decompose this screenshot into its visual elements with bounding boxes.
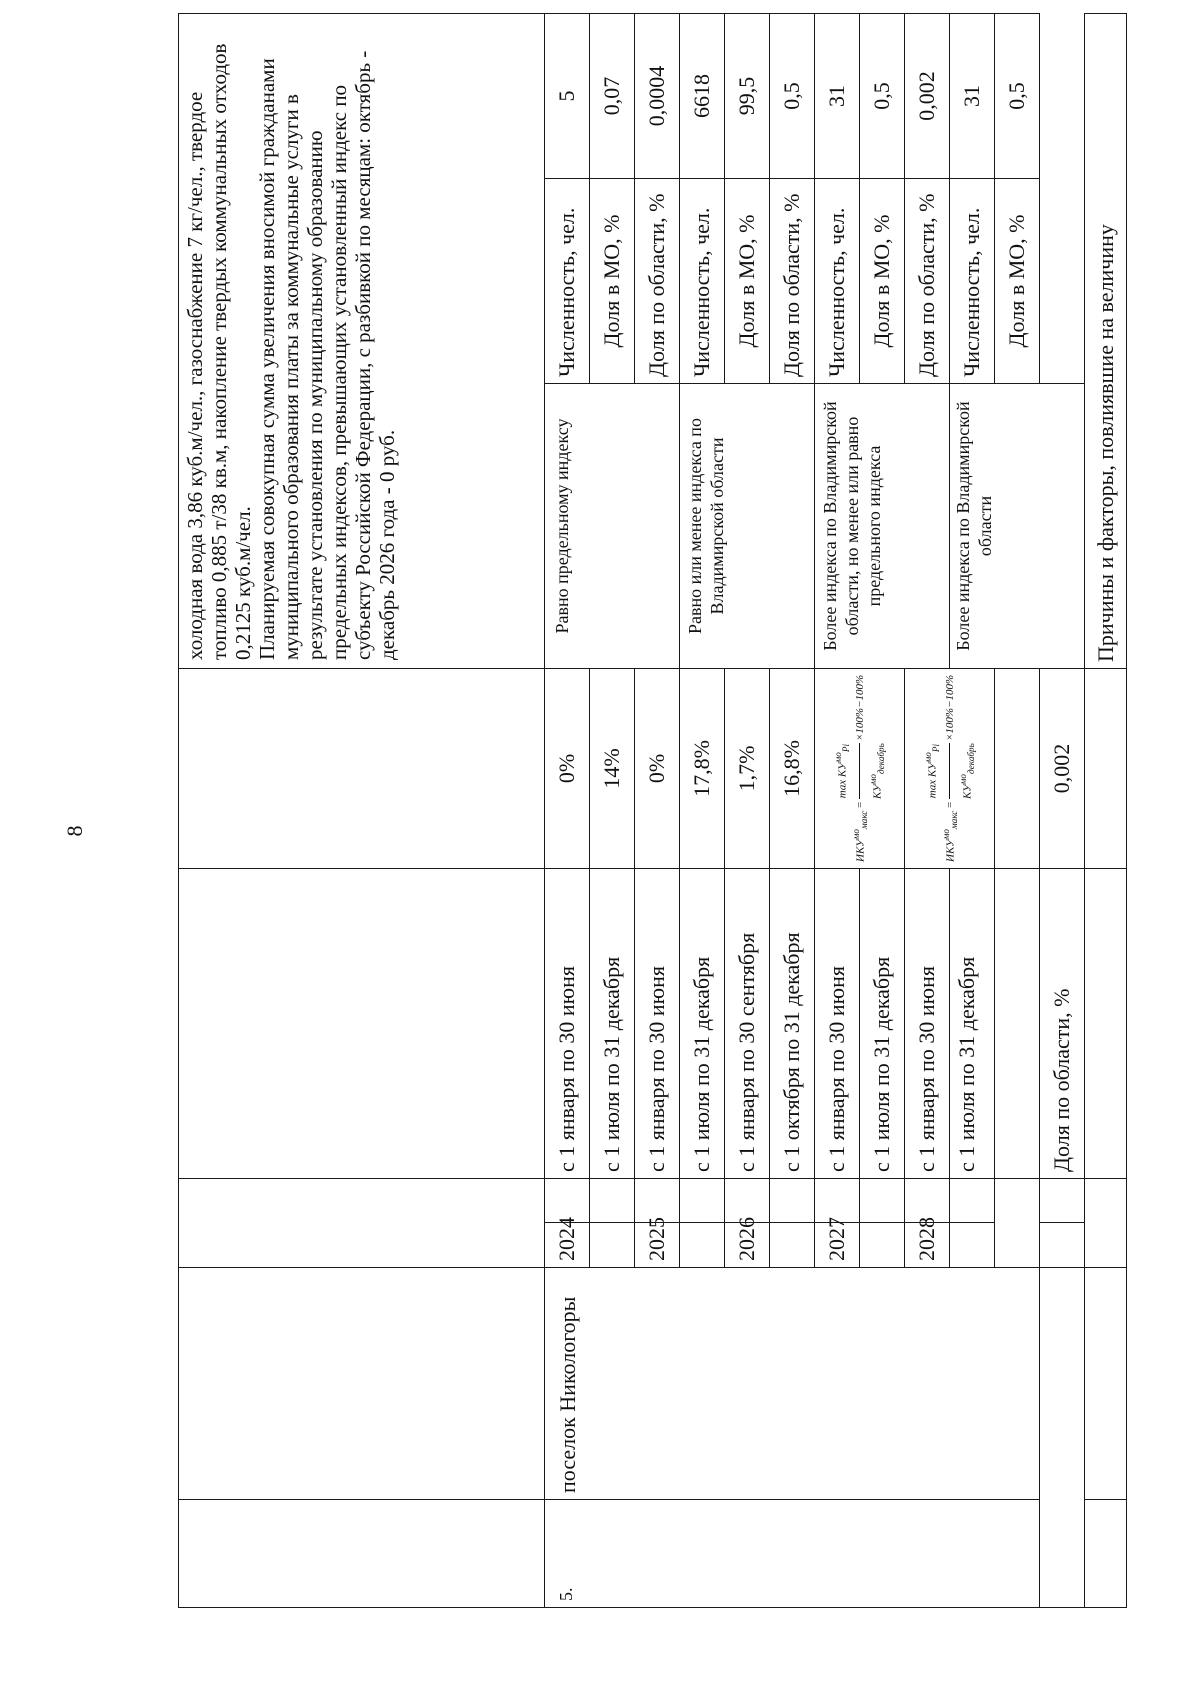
entry-number: 5. — [545, 1500, 1040, 1608]
group-label: Более индекса по Владимирской области, но менее или равно предельного индекса — [815, 384, 950, 669]
blank-cell — [1085, 1500, 1127, 1608]
year-2028: 2028 — [905, 1223, 950, 1268]
blank-cell — [179, 1268, 545, 1500]
indicator-label: Доля по области, % — [770, 179, 815, 384]
top-row — [179, 13, 545, 1607]
year-2026: 2026 — [725, 1223, 770, 1268]
description-text: холодная вода 3,86 куб.м/чел., газоснабжение 7 кг/чел., твердое топливо 0,885 т/38 кв.м, накопление твердых коммунальных отходов 0,2125 куб.м/чел. Планируемая совокупная сумма увеличения вносимой гражданами муниципального образования платы за коммунальные услуги в результате установления по муниципальному образованию предельных индексов, превышающих установленный индекс по субъекту Российской Федерации, с разбивкой по месяцам: октябрь - декабрь 2026 года - 0 руб. — [179, 13, 545, 668]
period-cell: с 1 июля по 31 декабря — [860, 869, 905, 1179]
indicator-label: Доля по области, % — [1040, 869, 1085, 1179]
blank-cell — [1040, 1179, 1085, 1223]
value-cell: 0% — [635, 669, 680, 869]
blank-cell — [179, 669, 545, 869]
group-label: Более индекса по Владимирской области — [950, 384, 1085, 669]
year-spacer — [680, 1223, 725, 1268]
blank-cell — [1085, 1179, 1127, 1268]
indicator-value: 0,07 — [590, 13, 635, 178]
rotated-document-table — [178, 43, 1133, 1608]
year-spacer — [995, 1179, 1040, 1268]
indicator-value: 0,5 — [770, 13, 815, 178]
indicator-label: Численность, чел. — [950, 179, 995, 384]
indicator-value: 5 — [545, 13, 590, 178]
year-spacer — [950, 1223, 995, 1268]
blank-cell — [1085, 869, 1127, 1179]
indicator-value: 6618 — [680, 13, 725, 178]
indicator-value: 31 — [950, 13, 995, 178]
indicator-value: 0,002 — [1040, 669, 1085, 869]
indicator-label: Доля по области, % — [635, 179, 680, 384]
value-cell: 17,8% — [680, 669, 725, 869]
year-spacer — [725, 1179, 770, 1223]
indicator-label: Доля в МО, % — [995, 179, 1040, 384]
year-spacer — [815, 1179, 860, 1223]
indicator-value: 99,5 — [725, 13, 770, 178]
indicator-label: Доля в МО, % — [590, 179, 635, 384]
table-row — [1040, 13, 1085, 1607]
year-spacer — [950, 1179, 995, 1223]
blank-cell — [1040, 1223, 1085, 1268]
indicator-label: Численность, чел. — [815, 179, 860, 384]
indicator-value: 31 — [815, 13, 860, 178]
period-cell: с 1 января по 30 сентября — [725, 869, 770, 1179]
year-spacer — [905, 1179, 950, 1223]
period-cell: с 1 июля по 31 декабря — [590, 869, 635, 1179]
blank-cell — [1085, 669, 1127, 869]
period-cell: с 1 января по 30 июня — [815, 869, 860, 1179]
index-table — [178, 13, 1127, 1608]
table-row — [545, 13, 590, 1607]
formula-2028: $ИКУ^{мо}_{макс}$ = $\max КУ^{мо}_{Рi}$ $КУ^{мо}_{декабрь}$ ×100%−100% — [915, 675, 984, 862]
indicator-label: Доля в МО, % — [860, 179, 905, 384]
page-number: 8 — [62, 825, 87, 837]
period-cell: с 1 июля по 31 декабря — [950, 869, 995, 1179]
blank-cell — [179, 869, 545, 1179]
settlement-name: поселок Никологоры — [545, 1268, 1040, 1500]
year-2025: 2025 — [635, 1223, 680, 1268]
value-cell: 14% — [590, 669, 635, 869]
group-label: Равно или менее индекса по Владимирской области — [680, 384, 815, 669]
blank-cell — [179, 1500, 545, 1608]
formula-cell — [905, 669, 995, 869]
formula-cell — [815, 669, 905, 869]
group-label: Равно предельному индексу — [545, 384, 680, 669]
year-2024: 2024 — [545, 1223, 590, 1268]
period-cell: с 1 октября по 31 декабря — [770, 869, 815, 1179]
period-cell: с 1 января по 30 июня — [905, 869, 950, 1179]
blank-cell — [995, 669, 1040, 869]
indicator-value: 0,5 — [860, 13, 905, 178]
period-cell: с 1 июля по 31 декабря — [680, 869, 725, 1179]
year-spacer — [770, 1223, 815, 1268]
period-cell: с 1 января по 30 июня — [635, 869, 680, 1179]
year-2027: 2027 — [815, 1223, 860, 1268]
period-cell: с 1 января по 30 июня — [545, 869, 590, 1179]
year-spacer — [545, 1179, 590, 1223]
indicator-label: Численность, чел. — [680, 179, 725, 384]
indicator-label: Доля по области, % — [905, 179, 950, 384]
indicator-value: 0,002 — [905, 13, 950, 178]
year-spacer — [1040, 1268, 1085, 1608]
year-spacer — [590, 1179, 635, 1223]
year-spacer — [860, 1179, 905, 1223]
indicator-label: Численность, чел. — [545, 179, 590, 384]
year-spacer — [680, 1179, 725, 1223]
year-spacer — [770, 1179, 815, 1223]
value-cell: 1,7% — [725, 669, 770, 869]
value-cell: 0% — [545, 669, 590, 869]
blank-cell — [995, 869, 1040, 1179]
formula-2027: $ИКУ^{мо}_{макс}$ = $\max КУ^{мо}_{Рi}$ $КУ^{мо}_{декабрь}$ ×100%−100% — [825, 675, 894, 862]
year-spacer — [860, 1223, 905, 1268]
blank-cell — [1085, 1268, 1127, 1500]
value-cell: 16,8% — [770, 669, 815, 869]
blank-cell — [179, 1179, 545, 1268]
indicator-label: Доля в МО, % — [725, 179, 770, 384]
year-spacer — [590, 1223, 635, 1268]
footer-text: Причины и факторы, повлиявшие на величину — [1085, 13, 1127, 668]
footer-row — [1085, 13, 1127, 1607]
indicator-value: 0,0004 — [635, 13, 680, 178]
year-spacer — [635, 1179, 680, 1223]
indicator-value: 0,5 — [995, 13, 1040, 178]
